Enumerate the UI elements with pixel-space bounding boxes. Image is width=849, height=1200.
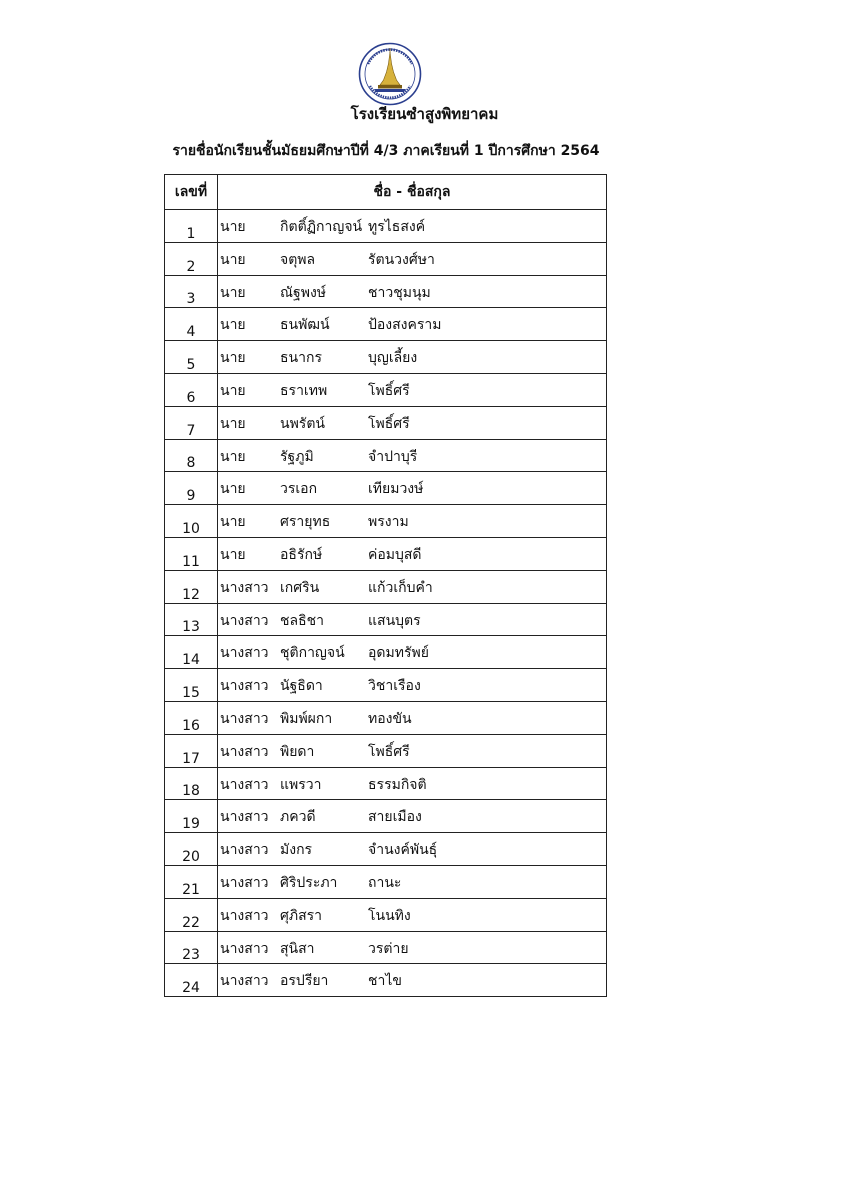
name-title: นาย xyxy=(220,251,246,268)
name-title: นางสาว xyxy=(220,973,269,990)
row-number: 13 xyxy=(165,603,218,636)
last-name: ชาไข xyxy=(368,973,402,990)
last-name: อุดมทรัพย์ xyxy=(368,645,429,662)
student-name-cell xyxy=(218,308,607,341)
table-row xyxy=(165,242,607,275)
table-row xyxy=(165,603,607,636)
last-name: วรต่าย xyxy=(368,940,409,957)
row-number: 23 xyxy=(165,931,218,964)
table-row xyxy=(165,767,607,800)
table-row xyxy=(165,669,607,702)
row-number: 12 xyxy=(165,570,218,603)
row-number: 6 xyxy=(165,373,218,406)
student-roster-table xyxy=(164,174,607,997)
table-row xyxy=(165,898,607,931)
student-name-cell xyxy=(218,373,607,406)
name-title: นางสาว xyxy=(220,776,269,793)
row-number: 19 xyxy=(165,800,218,833)
first-name: พิยดา xyxy=(280,743,315,760)
school-name: โรงเรียนซำสูงพิทยาคม xyxy=(350,105,499,123)
student-name-cell xyxy=(218,767,607,800)
table-row xyxy=(165,439,607,472)
first-name: ธนากร xyxy=(280,350,322,367)
table-row xyxy=(165,275,607,308)
name-column-header: ชื่อ - ชื่อสกุล xyxy=(218,175,607,210)
first-name: ศิริประภา xyxy=(280,874,338,891)
last-name: ธรรมกิจติ xyxy=(368,776,427,793)
table-row xyxy=(165,373,607,406)
last-name: ค่อมบุสดี xyxy=(368,546,422,563)
first-name: อธิรักษ์ xyxy=(280,546,323,563)
first-name: รัฐภูมิ xyxy=(280,448,314,465)
school-emblem-icon xyxy=(358,42,422,106)
table-row xyxy=(165,931,607,964)
last-name: ชาวชุมนุม xyxy=(368,284,431,301)
last-name: โพธิ์ศรี xyxy=(368,743,410,760)
table-row xyxy=(165,570,607,603)
table-row xyxy=(165,406,607,439)
first-name: ณัฐพงษ์ xyxy=(280,284,327,301)
first-name: มังกร xyxy=(280,842,313,859)
table-row xyxy=(165,505,607,538)
last-name: รัตนวงศ์ษา xyxy=(368,251,435,268)
row-number: 3 xyxy=(165,275,218,308)
student-name-cell xyxy=(218,242,607,275)
row-number: 2 xyxy=(165,242,218,275)
student-name-cell xyxy=(218,210,607,243)
name-title: นาย xyxy=(220,514,246,531)
name-title: นางสาว xyxy=(220,874,269,891)
row-number: 5 xyxy=(165,341,218,374)
name-title: นางสาว xyxy=(220,645,269,662)
row-number: 1 xyxy=(165,210,218,243)
table-row xyxy=(165,964,607,997)
name-title: นางสาว xyxy=(220,743,269,760)
table-row xyxy=(165,701,607,734)
last-name: โพธิ์ศรี xyxy=(368,415,410,432)
row-number: 18 xyxy=(165,767,218,800)
student-name-cell xyxy=(218,570,607,603)
table-row xyxy=(165,308,607,341)
row-number: 21 xyxy=(165,865,218,898)
last-name: โพธิ์ศรี xyxy=(368,382,410,399)
first-name: ชุติกาญจน์ xyxy=(280,645,345,662)
last-name: แก้วเก็บคำ xyxy=(368,579,433,596)
first-name: นพรัตน์ xyxy=(280,415,325,432)
name-title: นางสาว xyxy=(220,710,269,727)
table-row xyxy=(165,210,607,243)
student-name-cell xyxy=(218,800,607,833)
student-name-cell xyxy=(218,505,607,538)
name-title: นาย xyxy=(220,382,246,399)
name-title: นาย xyxy=(220,448,246,465)
last-name: พรงาม xyxy=(368,514,409,531)
name-title: นางสาว xyxy=(220,809,269,826)
row-number: 15 xyxy=(165,669,218,702)
first-name: เกศริน xyxy=(280,579,320,596)
last-name: สายเมือง xyxy=(368,809,422,826)
row-number: 22 xyxy=(165,898,218,931)
table-row xyxy=(165,636,607,669)
student-name-cell xyxy=(218,603,607,636)
row-number: 8 xyxy=(165,439,218,472)
last-name: เทียมวงษ์ xyxy=(368,481,424,498)
row-number: 4 xyxy=(165,308,218,341)
table-body xyxy=(165,210,607,997)
table-header-row xyxy=(165,175,607,210)
name-title: นาย xyxy=(220,415,246,432)
first-name: ศุภิสรา xyxy=(280,907,323,924)
name-title: นางสาว xyxy=(220,612,269,629)
student-name-cell xyxy=(218,341,607,374)
student-name-cell xyxy=(218,898,607,931)
table-row xyxy=(165,800,607,833)
student-name-cell xyxy=(218,439,607,472)
number-column-header: เลขที่ xyxy=(165,175,218,210)
name-title: นาย xyxy=(220,219,246,235)
name-title: นาย xyxy=(220,284,246,301)
last-name: บุญเลี้ยง xyxy=(368,350,418,367)
student-name-cell xyxy=(218,537,607,570)
first-name: กิตติ์ฏิกาญจน์ xyxy=(280,219,363,235)
first-name: แพรวา xyxy=(280,776,322,793)
name-title: นาย xyxy=(220,481,246,498)
first-name: สุนิสา xyxy=(280,940,315,957)
first-name: อรปรียา xyxy=(280,973,329,990)
student-name-cell xyxy=(218,406,607,439)
name-title: นางสาว xyxy=(220,678,269,695)
row-number: 14 xyxy=(165,636,218,669)
row-number: 11 xyxy=(165,537,218,570)
row-number: 20 xyxy=(165,833,218,866)
last-name: ถานะ xyxy=(368,874,402,891)
table-row xyxy=(165,865,607,898)
last-name: ทองขัน xyxy=(368,710,412,727)
last-name: แสนบุตร xyxy=(368,612,421,629)
student-name-cell xyxy=(218,865,607,898)
first-name: ธราเทพ xyxy=(280,382,328,399)
name-title: นาย xyxy=(220,350,246,367)
table-row xyxy=(165,341,607,374)
first-name: จตุพล xyxy=(280,251,316,268)
student-name-cell xyxy=(218,472,607,505)
first-name: ธนพัฒน์ xyxy=(280,317,330,334)
name-title: นางสาว xyxy=(220,842,269,859)
last-name: โนนทิง xyxy=(368,907,411,924)
first-name: นัฐธิดา xyxy=(280,678,323,695)
name-title: นางสาว xyxy=(220,579,269,596)
document-title: รายชื่อนักเรียนชั้นมัธยมศึกษาปีที่ 4/3 ภาคเรียนที่ 1 ปีการศึกษา 2564 xyxy=(172,143,600,159)
table-row xyxy=(165,537,607,570)
row-number: 17 xyxy=(165,734,218,767)
first-name: ศรายุทธ xyxy=(280,514,331,531)
row-number: 16 xyxy=(165,701,218,734)
name-title: นางสาว xyxy=(220,907,269,924)
first-name: ชลธิชา xyxy=(280,612,324,629)
first-name: พิมพ์ผกา xyxy=(280,710,333,727)
student-name-cell xyxy=(218,734,607,767)
first-name: วรเอก xyxy=(280,481,318,498)
table-row xyxy=(165,833,607,866)
name-title: นาย xyxy=(220,317,246,334)
last-name: จำนงค์พันธุ์ xyxy=(368,842,438,859)
row-number: 10 xyxy=(165,505,218,538)
first-name: ภควดี xyxy=(280,809,316,826)
student-name-cell xyxy=(218,833,607,866)
table-row xyxy=(165,472,607,505)
last-name: ป้องสงคราม xyxy=(368,317,442,334)
name-title: นาย xyxy=(220,546,246,563)
student-name-cell xyxy=(218,931,607,964)
student-name-cell xyxy=(218,964,607,997)
student-name-cell xyxy=(218,636,607,669)
last-name: วิชาเรือง xyxy=(368,678,421,695)
table-row xyxy=(165,734,607,767)
row-number: 9 xyxy=(165,472,218,505)
row-number: 24 xyxy=(165,964,218,997)
row-number: 7 xyxy=(165,406,218,439)
name-title: นางสาว xyxy=(220,940,269,957)
student-name-cell xyxy=(218,701,607,734)
student-name-cell xyxy=(218,275,607,308)
last-name: ทูรไธสงค์ xyxy=(368,219,426,235)
student-name-cell xyxy=(218,669,607,702)
last-name: จำปาบุรี xyxy=(368,448,418,465)
